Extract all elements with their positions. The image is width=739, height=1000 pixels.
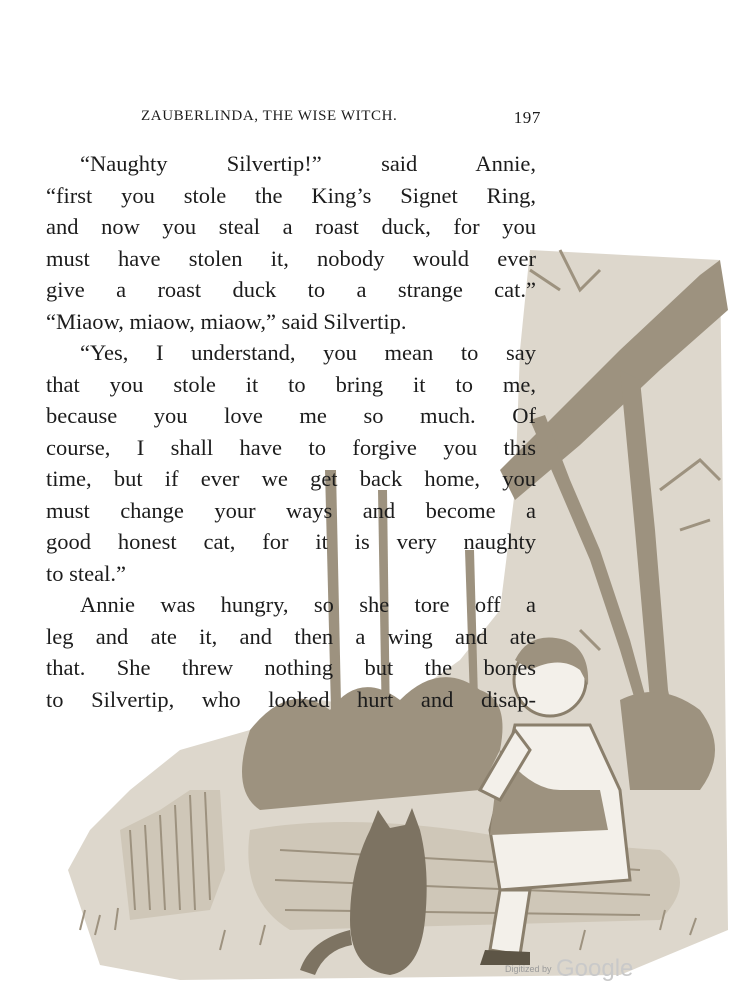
text-line: “first you stole the King’s Signet Ring, bbox=[46, 182, 536, 208]
digitized-watermark bbox=[505, 955, 633, 983]
watermark-brand: Google bbox=[555, 955, 634, 982]
text-line: leg and ate it, and then a wing and ate bbox=[46, 623, 536, 649]
text-line: give a roast duck to a strange cat.” bbox=[46, 277, 536, 302]
text-line: “Miaow, miaow, miaow,” said Silvertip. bbox=[46, 308, 407, 334]
text-line: “Yes, I understand, you mean to say bbox=[80, 340, 536, 365]
text-line: that you stole it to bring it to me, bbox=[46, 371, 536, 397]
text-line: must have stolen it, nobody would ever bbox=[46, 245, 536, 271]
text-line: course, I shall have to forgive you this bbox=[46, 434, 536, 460]
body-text bbox=[46, 148, 536, 715]
text-line: “Naughty Silvertip!” said Annie, bbox=[80, 151, 536, 176]
text-line: that. She threw nothing but the bones bbox=[46, 655, 536, 680]
text-line: must change your ways and become a bbox=[46, 497, 536, 523]
text-line: to Silvertip, who looked hurt and disap- bbox=[46, 686, 536, 712]
watermark-prefix: Digitized by bbox=[505, 964, 552, 974]
text-line: because you love me so much. Of bbox=[46, 403, 536, 428]
text-line: good honest cat, for it is very naughty bbox=[46, 529, 536, 554]
running-title: ZAUBERLINDA, THE WISE WITCH. bbox=[141, 108, 398, 124]
text-line: Annie was hungry, so she tore off a bbox=[80, 592, 536, 617]
text-line: time, but if ever we get back home, you bbox=[46, 466, 536, 491]
page-number: 197 bbox=[513, 108, 541, 127]
running-header bbox=[141, 108, 541, 134]
text-line: to steal.” bbox=[46, 560, 126, 586]
text-line: and now you steal a roast duck, for you bbox=[46, 214, 536, 239]
